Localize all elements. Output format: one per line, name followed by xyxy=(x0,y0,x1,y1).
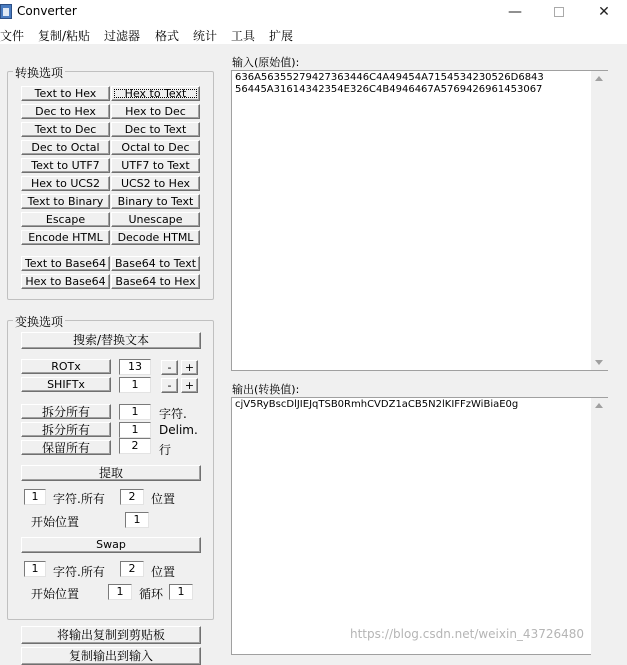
split-delim-label: Delim. xyxy=(159,423,198,437)
maximize-icon xyxy=(554,7,564,17)
convert-button[interactable]: Base64 to Text xyxy=(111,256,200,271)
convert-button[interactable]: Unescape xyxy=(111,212,200,227)
convert-button[interactable]: Dec to Hex xyxy=(21,104,110,119)
swap-start-label: 开始位置 xyxy=(31,587,80,601)
swap-count-input[interactable]: 1 xyxy=(24,561,46,577)
rotx-plus-button[interactable]: + xyxy=(181,360,198,375)
input-line-1: 636A56355279427363446C4A49454A7154534230526D6843 xyxy=(235,72,544,83)
menu-format[interactable]: 格式 xyxy=(155,29,180,43)
split-chars-input[interactable]: 1 xyxy=(119,404,151,420)
convert-button[interactable]: UTF7 to Text xyxy=(111,158,200,173)
app-icon xyxy=(0,4,12,19)
swap-pos-input[interactable]: 2 xyxy=(120,561,144,577)
menu-filter[interactable]: 过滤器 xyxy=(104,29,141,43)
convert-button[interactable]: Text to Base64 xyxy=(21,256,110,271)
transform-options-title: 变换选项 xyxy=(15,315,64,329)
convert-button[interactable]: Hex to Dec xyxy=(111,104,200,119)
menu-bar xyxy=(0,24,627,44)
convert-button[interactable]: Text to Binary xyxy=(21,194,110,209)
convert-button[interactable]: Dec to Text xyxy=(111,122,200,137)
menu-file[interactable]: 文件 xyxy=(0,29,25,43)
shiftx-button[interactable]: SHIFTx xyxy=(21,377,111,392)
convert-options-title: 转换选项 xyxy=(15,66,64,80)
split-all-chars-button[interactable]: 拆分所有 xyxy=(21,404,111,419)
convert-button[interactable]: Escape xyxy=(21,212,110,227)
keep-all-button[interactable]: 保留所有 xyxy=(21,440,111,455)
minimize-button[interactable]: — xyxy=(508,4,522,20)
rotx-minus-button[interactable]: - xyxy=(161,360,178,375)
shiftx-minus-button[interactable]: - xyxy=(161,378,178,393)
extract-start-label: 开始位置 xyxy=(31,515,80,529)
split-all-delim-button[interactable]: 拆分所有 xyxy=(21,422,111,437)
swap-pos-label: 位置 xyxy=(151,565,176,579)
input-scrollbar[interactable] xyxy=(591,71,608,370)
convert-button[interactable]: Encode HTML xyxy=(21,230,110,245)
scroll-up-icon[interactable] xyxy=(595,403,603,408)
convert-button[interactable]: Hex to UCS2 xyxy=(21,176,110,191)
convert-button[interactable]: Binary to Text xyxy=(111,194,200,209)
menu-copy-paste[interactable]: 复制/粘贴 xyxy=(38,29,91,43)
menu-tools[interactable]: 工具 xyxy=(231,29,256,43)
convert-button[interactable]: Text to UTF7 xyxy=(21,158,110,173)
shiftx-plus-button[interactable]: + xyxy=(181,378,198,393)
input-line-2: 56445A31614342354E326C4B4946467A5769426961453067 xyxy=(235,84,543,95)
extract-count-input[interactable]: 1 xyxy=(24,489,46,505)
output-value: cjV5RyBscDlJIEJqTSB0RmhCVDZ1aCB5N2lKIFFzWiBiaE0g xyxy=(235,399,519,410)
keep-lines-label: 行 xyxy=(159,443,172,457)
output-textarea[interactable] xyxy=(231,397,608,655)
convert-button[interactable]: Base64 to Hex xyxy=(111,274,200,289)
output-label: 输出(转换值): xyxy=(232,383,300,396)
input-label: 输入(原始值): xyxy=(232,56,300,69)
swap-button[interactable]: Swap xyxy=(21,537,201,553)
swap-loop-label: 循环 xyxy=(139,587,164,601)
extract-pos-input[interactable]: 2 xyxy=(120,489,144,505)
convert-button[interactable]: Octal to Dec xyxy=(111,140,200,155)
convert-button[interactable]: UCS2 to Hex xyxy=(111,176,200,191)
extract-pos-label: 位置 xyxy=(151,492,176,506)
split-delim-input[interactable]: 1 xyxy=(119,422,151,438)
menu-stats[interactable]: 统计 xyxy=(193,29,218,43)
swap-chars-label: 字符.所有 xyxy=(53,565,105,579)
rotx-input[interactable]: 13 xyxy=(119,359,151,375)
shiftx-input[interactable]: 1 xyxy=(119,377,151,393)
copy-output-to-input-button[interactable]: 复制输出到输入 xyxy=(21,647,201,665)
convert-button[interactable]: Hex to Text xyxy=(111,86,200,101)
scroll-down-icon[interactable] xyxy=(595,360,603,365)
rotx-button[interactable]: ROTx xyxy=(21,359,111,374)
menu-extend[interactable]: 扩展 xyxy=(269,29,294,43)
maximize-button[interactable] xyxy=(536,0,582,24)
input-textarea[interactable] xyxy=(231,70,608,371)
scroll-up-icon[interactable] xyxy=(595,76,603,81)
convert-button[interactable]: Hex to Base64 xyxy=(21,274,110,289)
output-scrollbar[interactable] xyxy=(591,398,608,655)
extract-start-input[interactable]: 1 xyxy=(125,512,149,528)
title-bar[interactable] xyxy=(0,0,627,24)
swap-loop-input[interactable]: 1 xyxy=(169,584,193,600)
convert-button[interactable]: Dec to Octal xyxy=(21,140,110,155)
keep-lines-input[interactable]: 2 xyxy=(119,438,151,454)
swap-start-input[interactable]: 1 xyxy=(108,584,132,600)
split-chars-label: 字符. xyxy=(159,407,187,421)
extract-button[interactable]: 提取 xyxy=(21,465,201,481)
convert-button[interactable]: Text to Dec xyxy=(21,122,110,137)
close-button[interactable]: ✕ xyxy=(598,4,610,20)
window-title: Converter xyxy=(17,4,77,18)
watermark: https://blog.csdn.net/weixin_43726480 xyxy=(350,627,585,641)
extract-chars-label: 字符.所有 xyxy=(53,492,105,506)
search-replace-button[interactable]: 搜索/替换文本 xyxy=(21,332,201,349)
convert-button[interactable]: Decode HTML xyxy=(111,230,200,245)
convert-button[interactable]: Text to Hex xyxy=(21,86,110,101)
copy-output-to-clipboard-button[interactable]: 将输出复制到剪贴板 xyxy=(21,626,201,644)
